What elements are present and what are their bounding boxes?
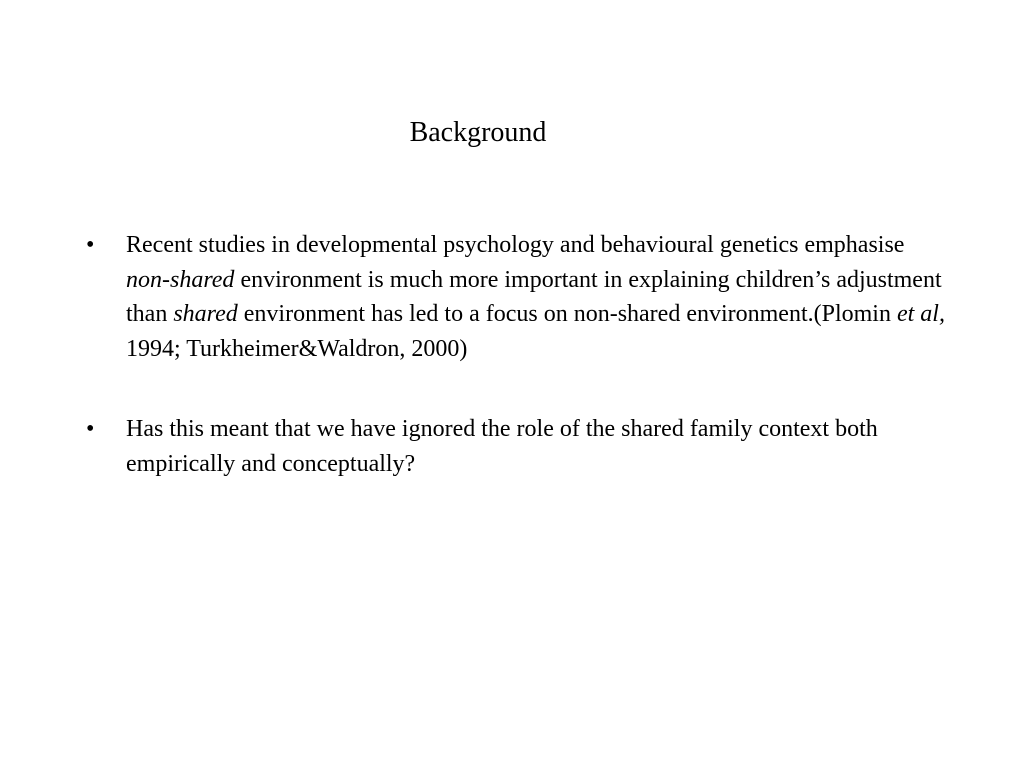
emphasis-shared: shared xyxy=(173,301,238,327)
bullet-marker: • xyxy=(86,232,95,258)
bullet-1-text-part: Recent studies in developmental psychology and behavioural genetics emphasise xyxy=(126,232,905,258)
bullet-text-1 xyxy=(126,232,945,362)
bullet-item-1 xyxy=(86,228,946,366)
bullet-1-text-part: environment has led to a focus on non-shared environment.(Plomin xyxy=(237,301,897,327)
slide-title: Background xyxy=(409,117,547,148)
bullet-list xyxy=(86,228,946,527)
emphasis-non-shared: non-shared xyxy=(126,266,235,293)
bullet-1-text-part: 1994; Turkheimer&Waldron, 2000) xyxy=(126,335,468,362)
bullet-1-text-part: environment is much more important in explaining children’s adjustment than xyxy=(126,266,942,327)
bullet-item-2 xyxy=(86,412,946,481)
emphasis-et-al: et al, xyxy=(896,301,945,327)
bullet-text-2: Has this meant that we have ignored the role of the shared family context both empirically and conceptually? xyxy=(126,416,878,477)
bullet-marker: • xyxy=(86,416,95,442)
